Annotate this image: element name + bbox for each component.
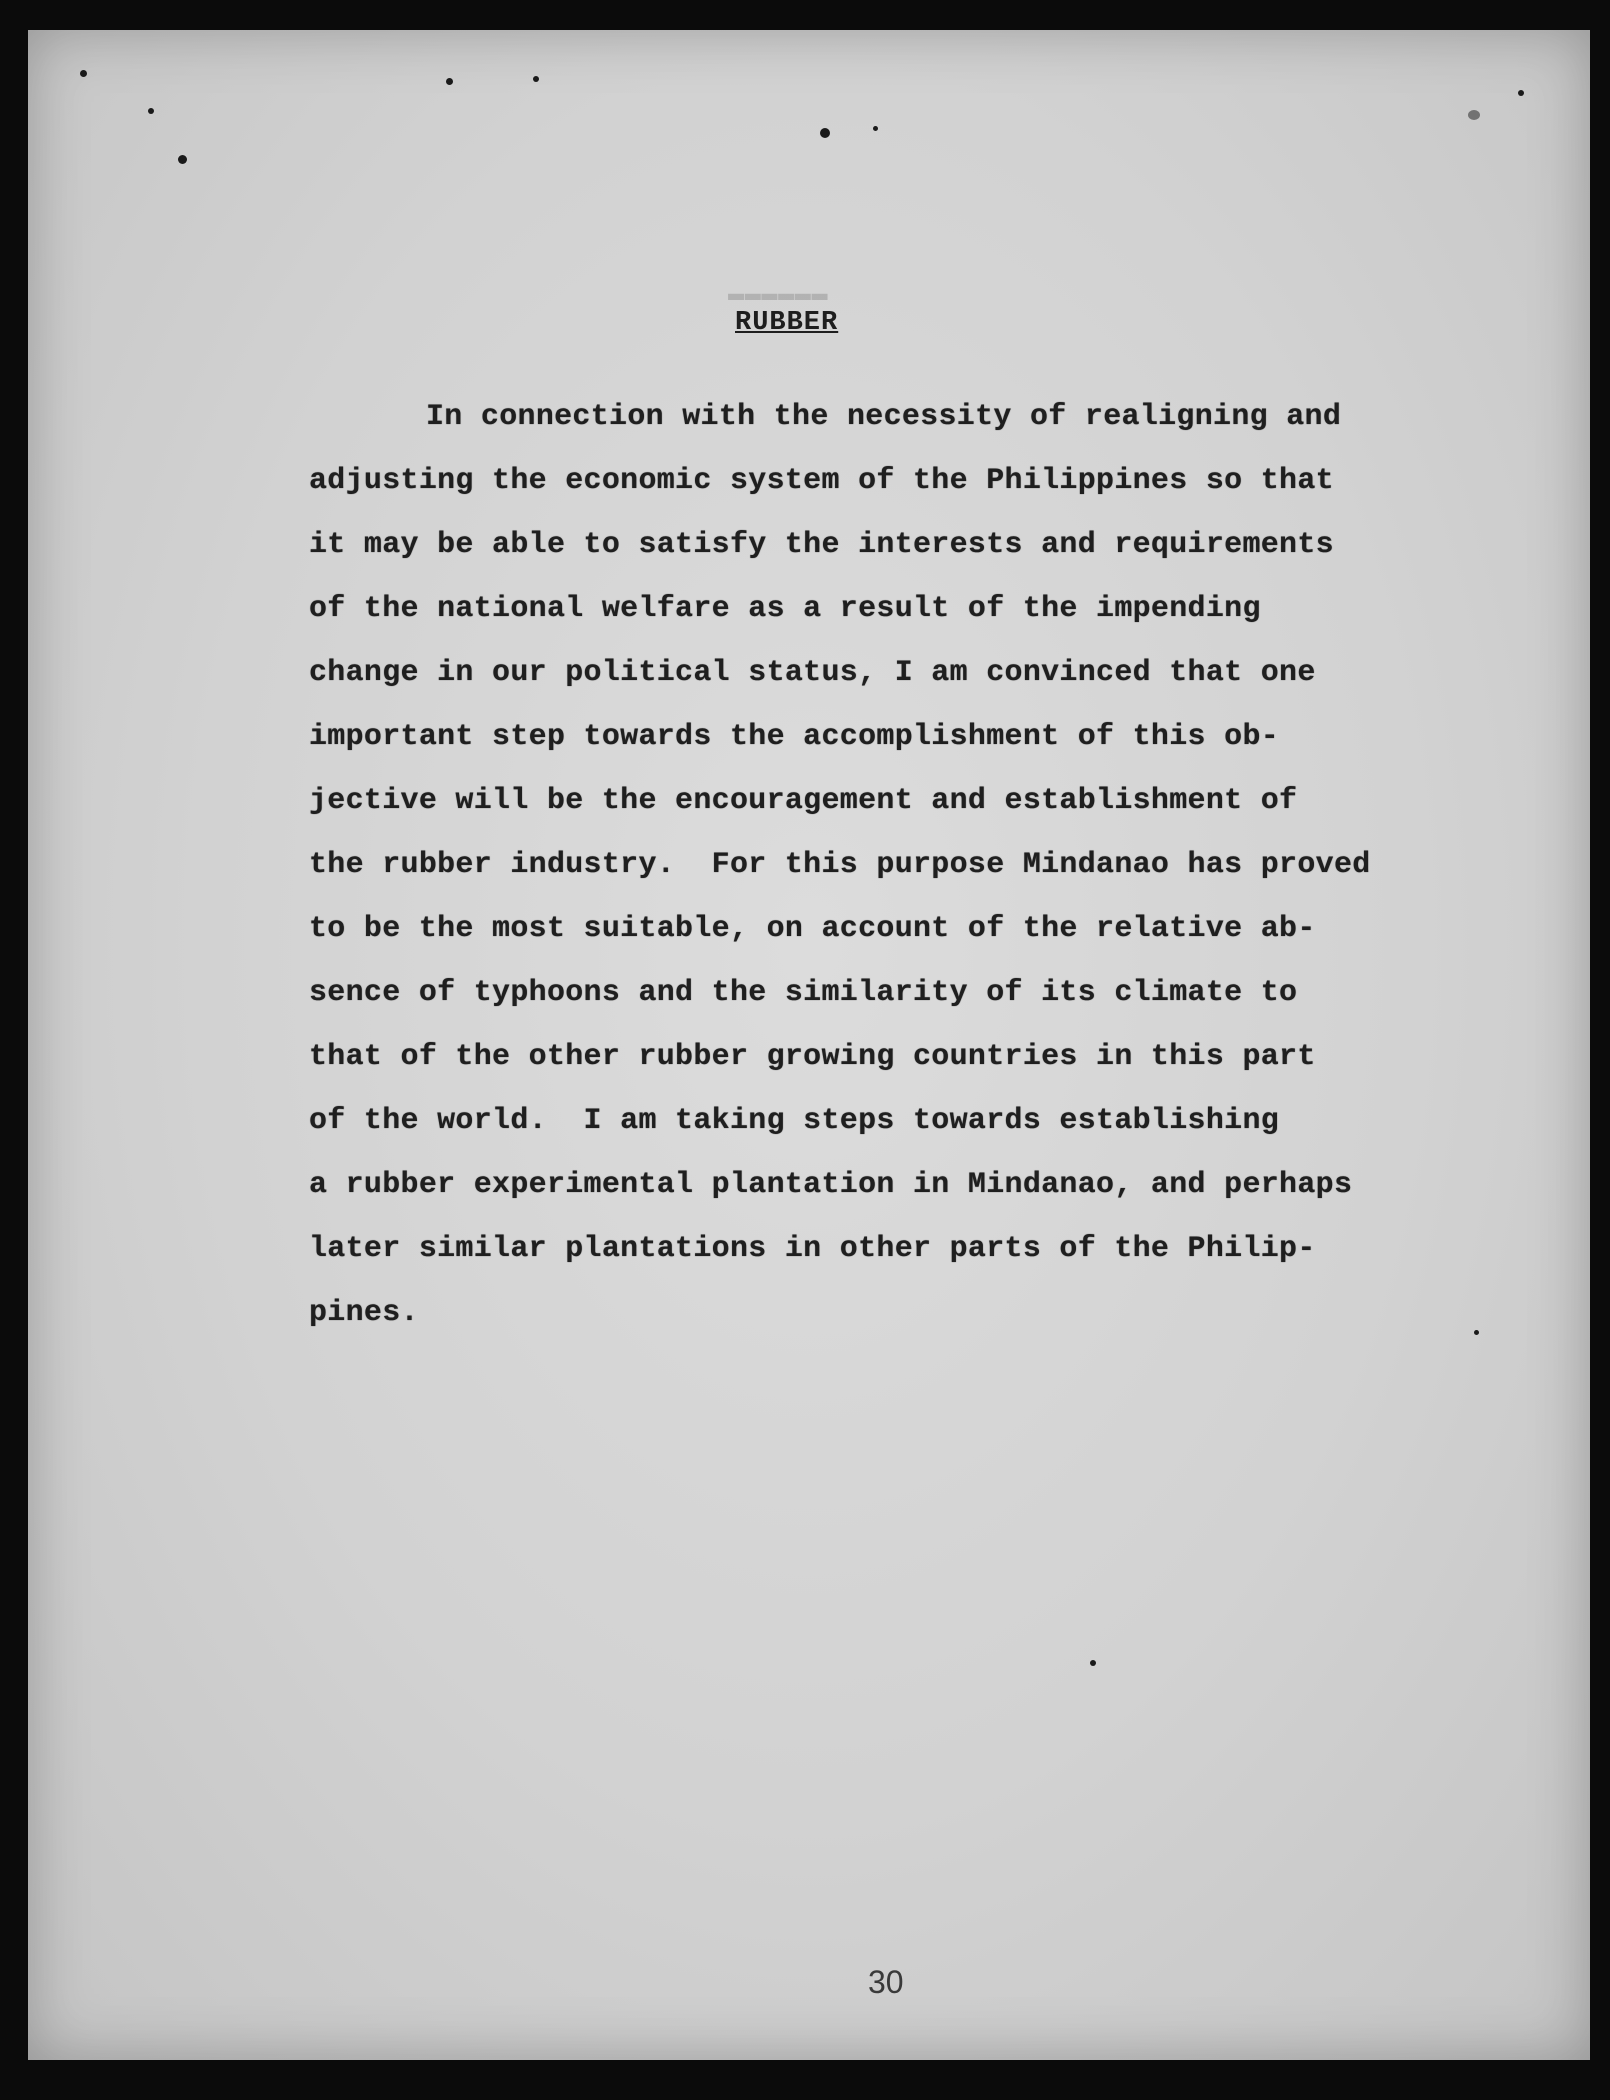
body-line: change in our political status, I am convinced that one — [309, 656, 1316, 690]
body-line: jective will be the encouragement and establishment of — [309, 784, 1298, 818]
body-line: adjusting the economic system of the Philippines so that — [309, 464, 1334, 498]
body-line: of the national welfare as a result of the impending — [309, 592, 1261, 626]
body-line: In connection with the necessity of realigning and — [426, 400, 1342, 434]
document-body — [28, 30, 1590, 2060]
body-line: it may be able to satisfy the interests and requirements — [309, 528, 1334, 562]
section-heading: RUBBER — [735, 308, 839, 338]
body-line: the rubber industry. For this purpose Mindanao has proved — [309, 848, 1371, 882]
body-line: that of the other rubber growing countries in this part — [309, 1040, 1316, 1074]
document-page — [28, 30, 1590, 2060]
show-through-text: ▬▬▬▬▬▬ — [728, 280, 829, 310]
body-line: a rubber experimental plantation in Mindanao, and perhaps — [309, 1168, 1353, 1202]
body-line: to be the most suitable, on account of the relative ab- — [309, 912, 1316, 946]
page-number: 30 — [868, 1964, 904, 2000]
body-line: pines. — [309, 1296, 419, 1330]
body-line: sence of typhoons and the similarity of its climate to — [309, 976, 1298, 1010]
body-line: later similar plantations in other parts of the Philip- — [309, 1232, 1316, 1266]
body-line: important step towards the accomplishment of this ob- — [309, 720, 1280, 754]
body-line: of the world. I am taking steps towards establishing — [309, 1104, 1280, 1138]
